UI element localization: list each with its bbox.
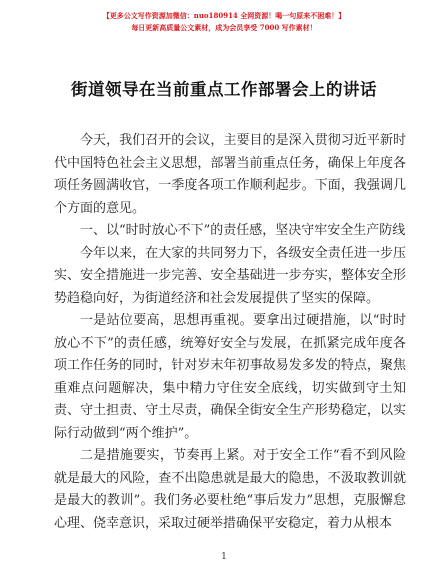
document-title: 街道领导在当前重点工作部署会上的讲话 (71, 80, 377, 99)
paragraph-intro: 今天，我们召开的会议，主要目的是深入贯彻习近平新时代中国特色社会主义思想，部署当前重点任务，确保上年度各项任务圆满收官，一季度各项工作顺利起步。下面，我强调几个方面的意见。 (54, 133, 406, 216)
paragraph-3: 一是站位要高，思想再重视。要拿出过硬措施，以“时时放心不下”的责任感，统筹好安全与发展，在抓紧完成年度各项工作任务的同时，针对岁末年初事故易发多发的特点，聚焦重难点问题解决，集中精力守住安全底线，切实做到守土知责、守土担责、守土尽责，确保全街安全生产形势稳定，以实际行动做到“两个维护”。 (54, 313, 406, 441)
paragraph-4: 二是措施要实，节奏再上紧。对于安全工作“看不到风险就是最大的风险，查不出隐患就是最大的隐患，不汲取教训就是最大的教训”。我们务必要杜绝“事后发力”思想，克服懈怠心理、侥幸意识，采取过硬举措确保平安稳定，着力从根本 (54, 448, 406, 531)
paragraph-2: 今年以来，在大家的共同努力下，各级安全责任进一步压实、安全措施进一步完善、安全基础进一步夯实，整体安全形势趋稳向好，为街道经济和社会发展提供了坚实的保障。 (54, 245, 406, 306)
page-number: 1 (221, 552, 227, 562)
section-heading-1: 一、以“时时放心不下”的责任感，坚决守牢安全生产防线 (80, 223, 406, 238)
promo-banner-line-2: 每日更新高质量公文素材，成为会员享受 7000 写作素材！ (131, 23, 317, 32)
promo-banner-line-1: 【更多公文写作资源加微信：nuo180914 全网资源！喝一句原来不困难！】 (102, 11, 346, 20)
document-body (54, 130, 406, 535)
promo-banner (0, 10, 448, 34)
